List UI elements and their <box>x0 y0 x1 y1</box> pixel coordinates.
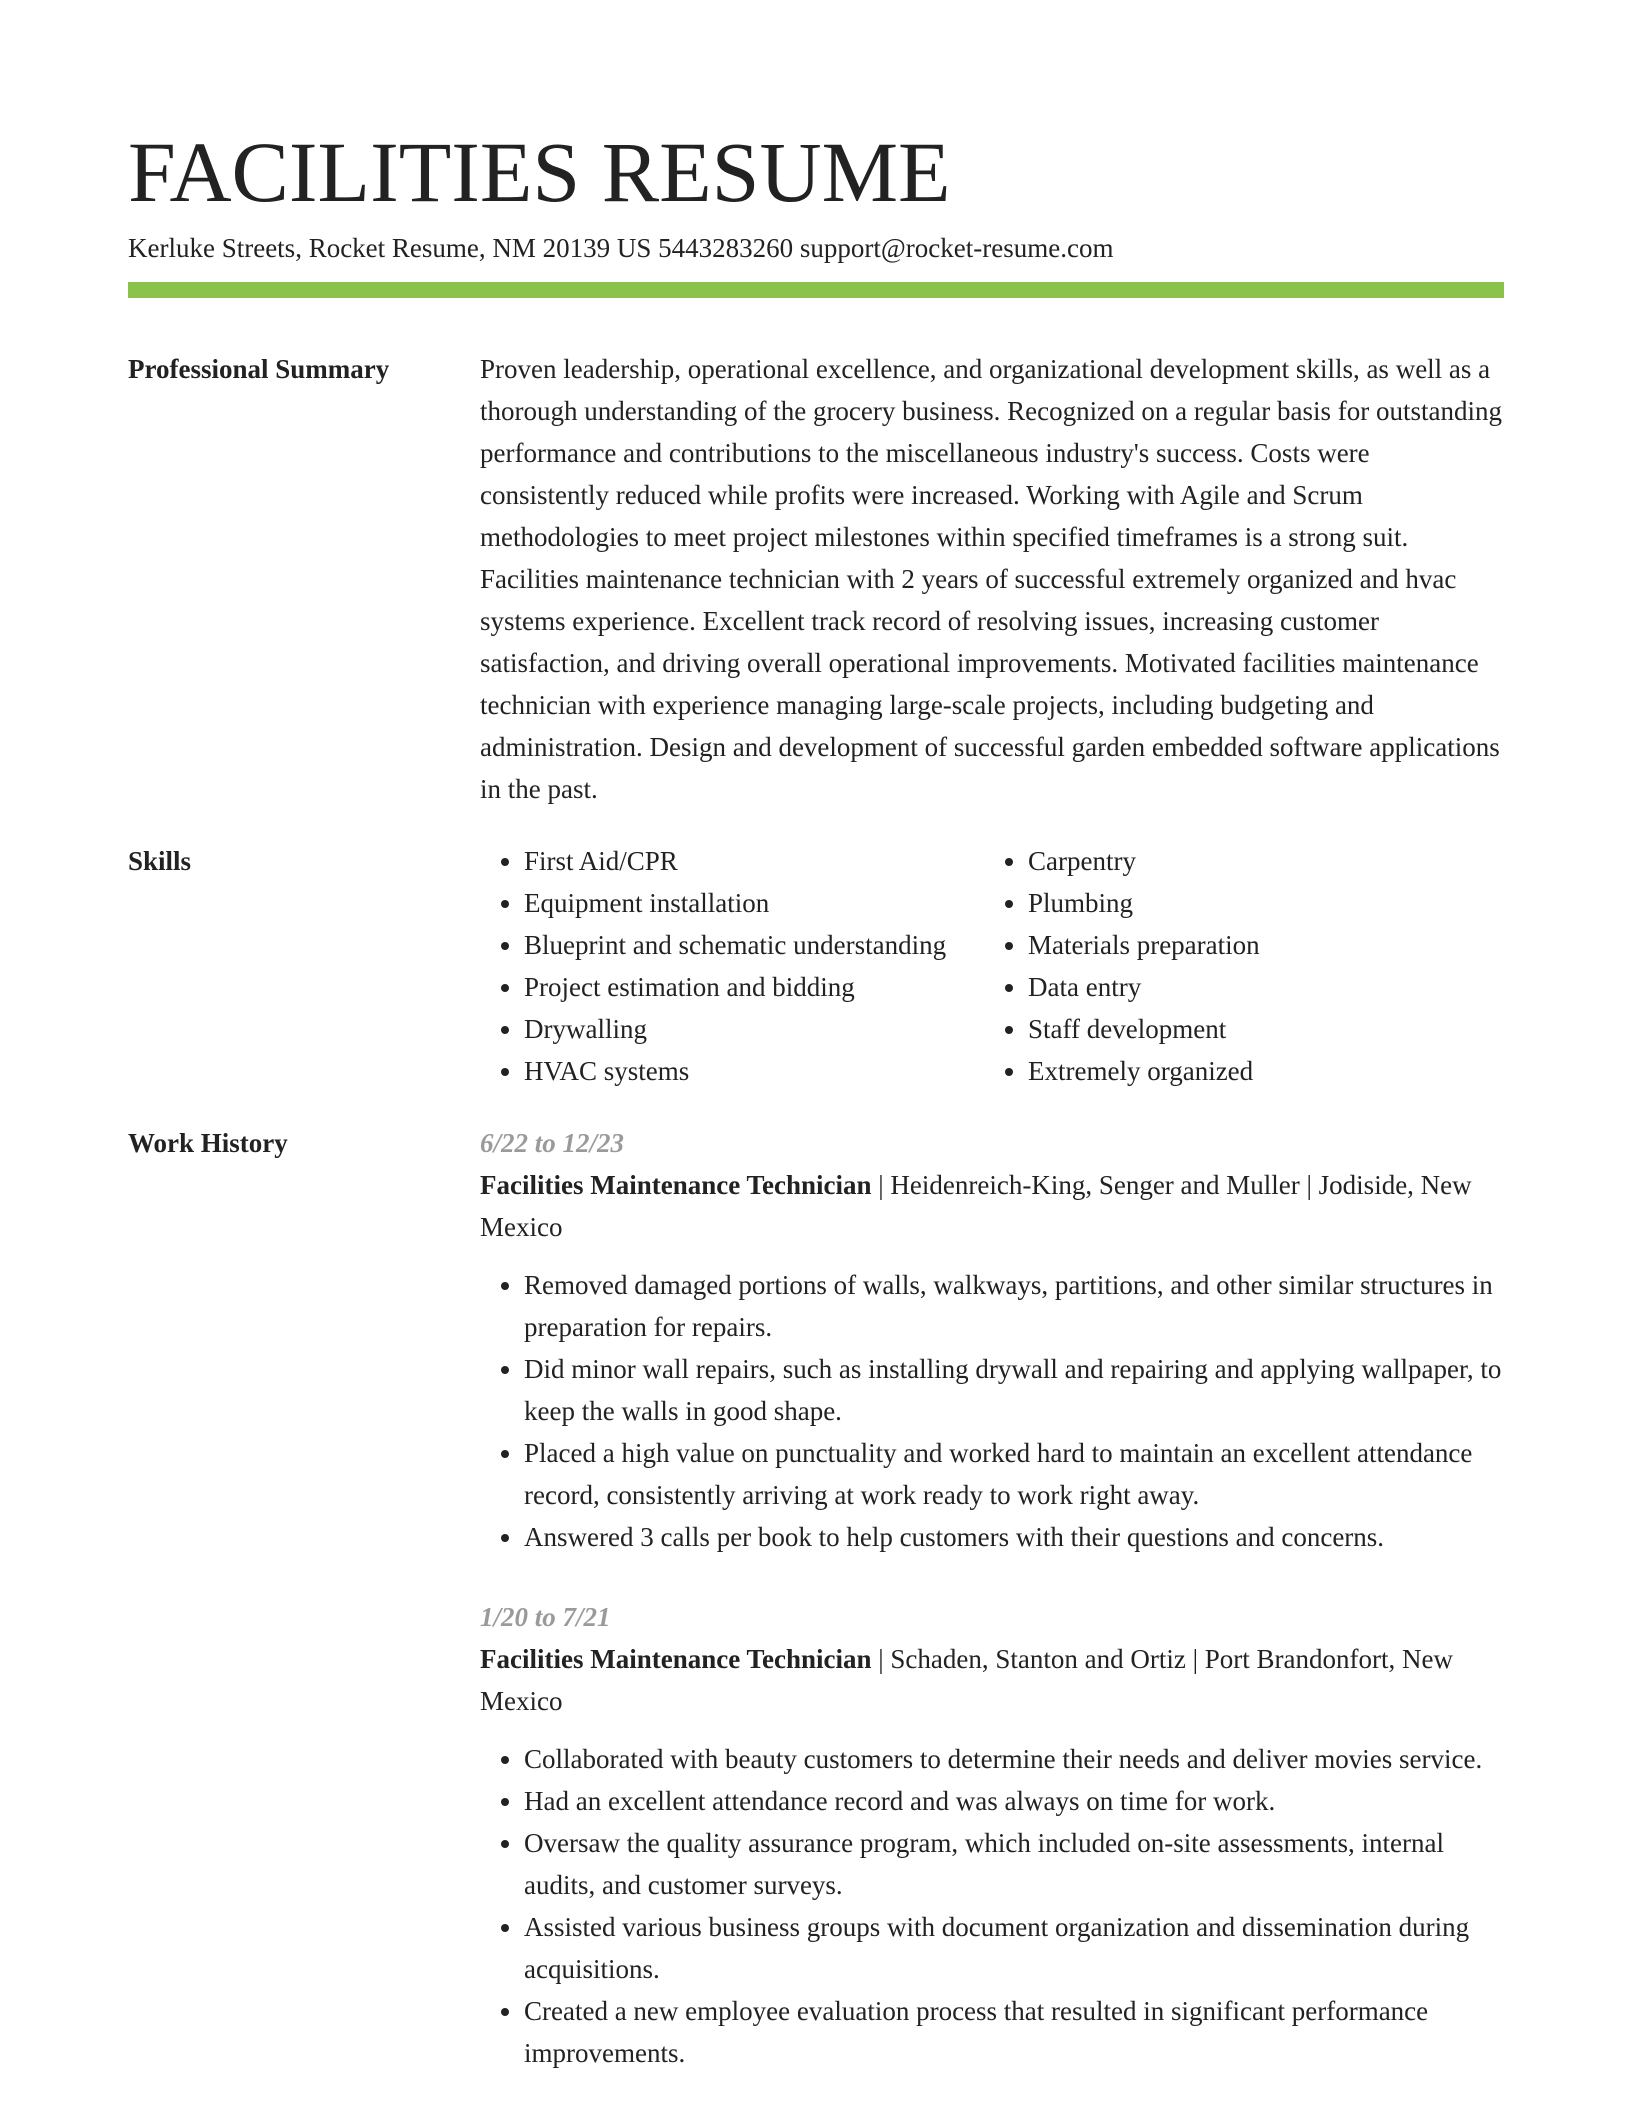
job-heading <box>480 1638 1504 1722</box>
section-label: Work History <box>128 1128 288 1158</box>
job-bullets <box>480 1264 1504 1558</box>
skill-item: • Extremely organized <box>1028 1050 1260 1092</box>
skill-item: • Plumbing <box>1028 882 1260 924</box>
job-bullet: • Answered 3 calls per book to help customers with their questions and concerns. <box>524 1516 1504 1558</box>
job-dates: 1/20 to 7/21 <box>480 1602 611 1632</box>
skill-item: • Blueprint and schematic understanding <box>524 924 984 966</box>
skill-item: • Staff development <box>1028 1008 1260 1050</box>
skill-item: • HVAC systems <box>524 1050 984 1092</box>
work-history-content <box>480 1122 1504 2074</box>
skill-item: • First Aid/CPR <box>524 840 984 882</box>
section-label: Professional Summary <box>128 354 390 384</box>
job-entry <box>480 1122 1504 1558</box>
job-title: Facilities Maintenance Technician <box>480 1170 872 1200</box>
job-entry <box>480 1596 1504 2074</box>
skill-item: • Materials preparation <box>1028 924 1260 966</box>
job-details: | Schaden, Stanton and Ortiz | Port Brandonfort, New Mexico <box>480 1644 1453 1716</box>
section-label: Skills <box>128 846 192 876</box>
contact-line: Kerluke Streets, Rocket Resume, NM 20139 US 5443283260 support@rocket-resume.com <box>128 233 1114 263</box>
job-bullet: • Oversaw the quality assurance program, which included on-site assessments, internal audits, and customer surveys. <box>524 1822 1504 1906</box>
job-bullet: • Placed a high value on punctuality and worked hard to maintain an excellent attendance record, consistently arriving at work ready to work right away. <box>524 1432 1504 1516</box>
skill-item: • Drywalling <box>524 1008 984 1050</box>
job-bullet: • Removed damaged portions of walls, walkways, partitions, and other similar structures in preparation for repairs. <box>524 1264 1504 1348</box>
job-bullet: • Had an excellent attendance record and was always on time for work. <box>524 1780 1504 1822</box>
skill-item: • Data entry <box>1028 966 1260 1008</box>
job-bullet: • Created a new employee evaluation process that resulted in significant performance improvements. <box>524 1990 1504 2074</box>
job-bullet: • Assisted various business groups with document organization and dissemination during acquisitions. <box>524 1906 1504 1990</box>
job-bullets <box>480 1738 1504 2074</box>
job-bullet: • Collaborated with beauty customers to determine their needs and deliver movies service. <box>524 1738 1504 1780</box>
header-accent-rule <box>128 282 1504 298</box>
job-heading <box>480 1164 1504 1248</box>
skills-list-left <box>480 840 984 1092</box>
summary-text: Proven leadership, operational excellence, and organizational development skills, as well as a thorough understanding of the grocery business. Recognized on a regular basis for outstanding performance and contributions to the miscellaneous industry's success. Costs were consistently reduced while profits were increased. Working with Agile and Scrum methodologies to meet project milestones within specified timeframes is a strong suit. Facilities maintenance technician with 2 years of successful extremely organized and hvac systems experience. Excellent track record of resolving issues, increasing customer satisfaction, and driving overall operational improvements. Motivated facilities maintenance technician with experience managing large-scale projects, including budgeting and administration. Design and development of successful garden embedded software applications in the past. <box>480 354 1503 804</box>
work-history-section <box>128 1122 1504 2074</box>
skills-list-right <box>984 840 1260 1092</box>
skill-item: • Project estimation and bidding <box>524 966 984 1008</box>
skill-item: • Carpentry <box>1028 840 1260 882</box>
resume-title: FACILITIES RESUME <box>128 124 951 220</box>
skills-grid <box>480 840 1504 1092</box>
job-bullet: • Did minor wall repairs, such as installing drywall and repairing and applying wallpaper, to keep the walls in good shape. <box>524 1348 1504 1432</box>
job-title: Facilities Maintenance Technician <box>480 1644 872 1674</box>
skills-section <box>128 840 1504 1092</box>
job-dates: 6/22 to 12/23 <box>480 1128 625 1158</box>
professional-summary-section <box>128 348 1504 810</box>
skill-item: • Equipment installation <box>524 882 984 924</box>
job-details: | Heidenreich-King, Senger and Muller | Jodiside, New Mexico <box>480 1170 1472 1242</box>
